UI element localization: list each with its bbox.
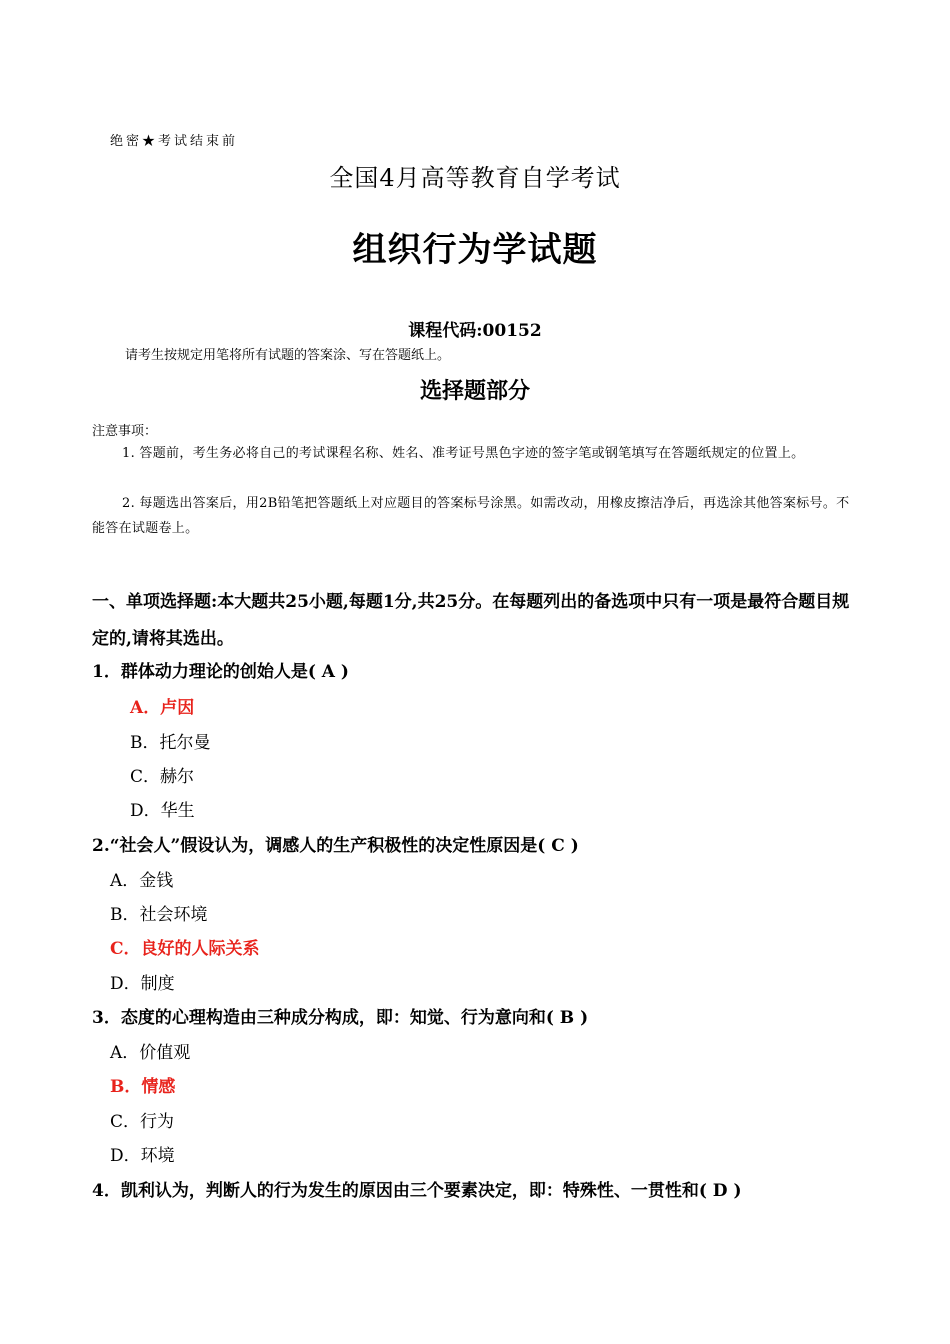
q3-option-a: A．价值观 — [110, 1043, 191, 1063]
q2-option-b: B．社会环境 — [110, 905, 208, 925]
exam-name: 全国4月高等教育自学考试 — [329, 164, 621, 192]
q2-option-a: A．金钱 — [110, 871, 174, 891]
notes-label: 注意事项： — [92, 424, 158, 439]
confidential-label: 绝密★考试结束前 — [110, 134, 239, 149]
question-3: 3．态度的心理构造由三种成分构成，即：知觉、行为意向和( B ) — [92, 1008, 589, 1028]
q2-option-d: D．制度 — [110, 974, 175, 994]
question-1: 1．群体动力理论的创始人是( A ) — [92, 662, 349, 682]
course-code: 课程代码:00152 — [408, 321, 542, 341]
q1-option-d: D．华生 — [130, 801, 195, 821]
instruction-text: 请考生按规定用笔将所有试题的答案涂、写在答题纸上。 — [125, 348, 451, 363]
q3-option-b: B．情感 — [110, 1077, 176, 1097]
q1-option-c: C．赫尔 — [130, 767, 195, 787]
note-item: 2. 每题选出答案后，用2B铅笔把答题纸上对应题目的答案标号涂黑。如需改动，用橡皮擦洁净后，再选涂其他答案标号。不能答在试题卷上。 — [92, 496, 850, 536]
q1-option-b: B．托尔曼 — [130, 733, 211, 753]
q3-option-c: C．行为 — [110, 1112, 175, 1132]
q2-option-c: C．良好的人际关系 — [110, 939, 260, 959]
section-heading: 选择题部分 — [419, 379, 530, 404]
question-4: 4．凯利认为，判断人的行为发生的原因由三个要素决定，即：特殊性、一贯性和( D ) — [92, 1181, 742, 1201]
question-2: 2.“社会人”假设认为，调感人的生产积极性的决定性原因是( C ) — [92, 836, 579, 856]
part-heading: 一、单项选择题:本大题共25小题,每题1分,共25分。在每题列出的备选项中只有一项是最符合题目规定的,请将其选出。 — [92, 592, 850, 649]
page-title: 组织行为学试题 — [352, 230, 598, 270]
q1-option-a: A．卢因 — [130, 698, 195, 718]
q3-option-d: D．环境 — [110, 1146, 175, 1166]
note-item: 1. 答题前，考生务必将自己的考试课程名称、姓名、准考证号黑色字迹的签字笔或钢笔填写在答题纸规定的位置上。 — [122, 446, 805, 461]
